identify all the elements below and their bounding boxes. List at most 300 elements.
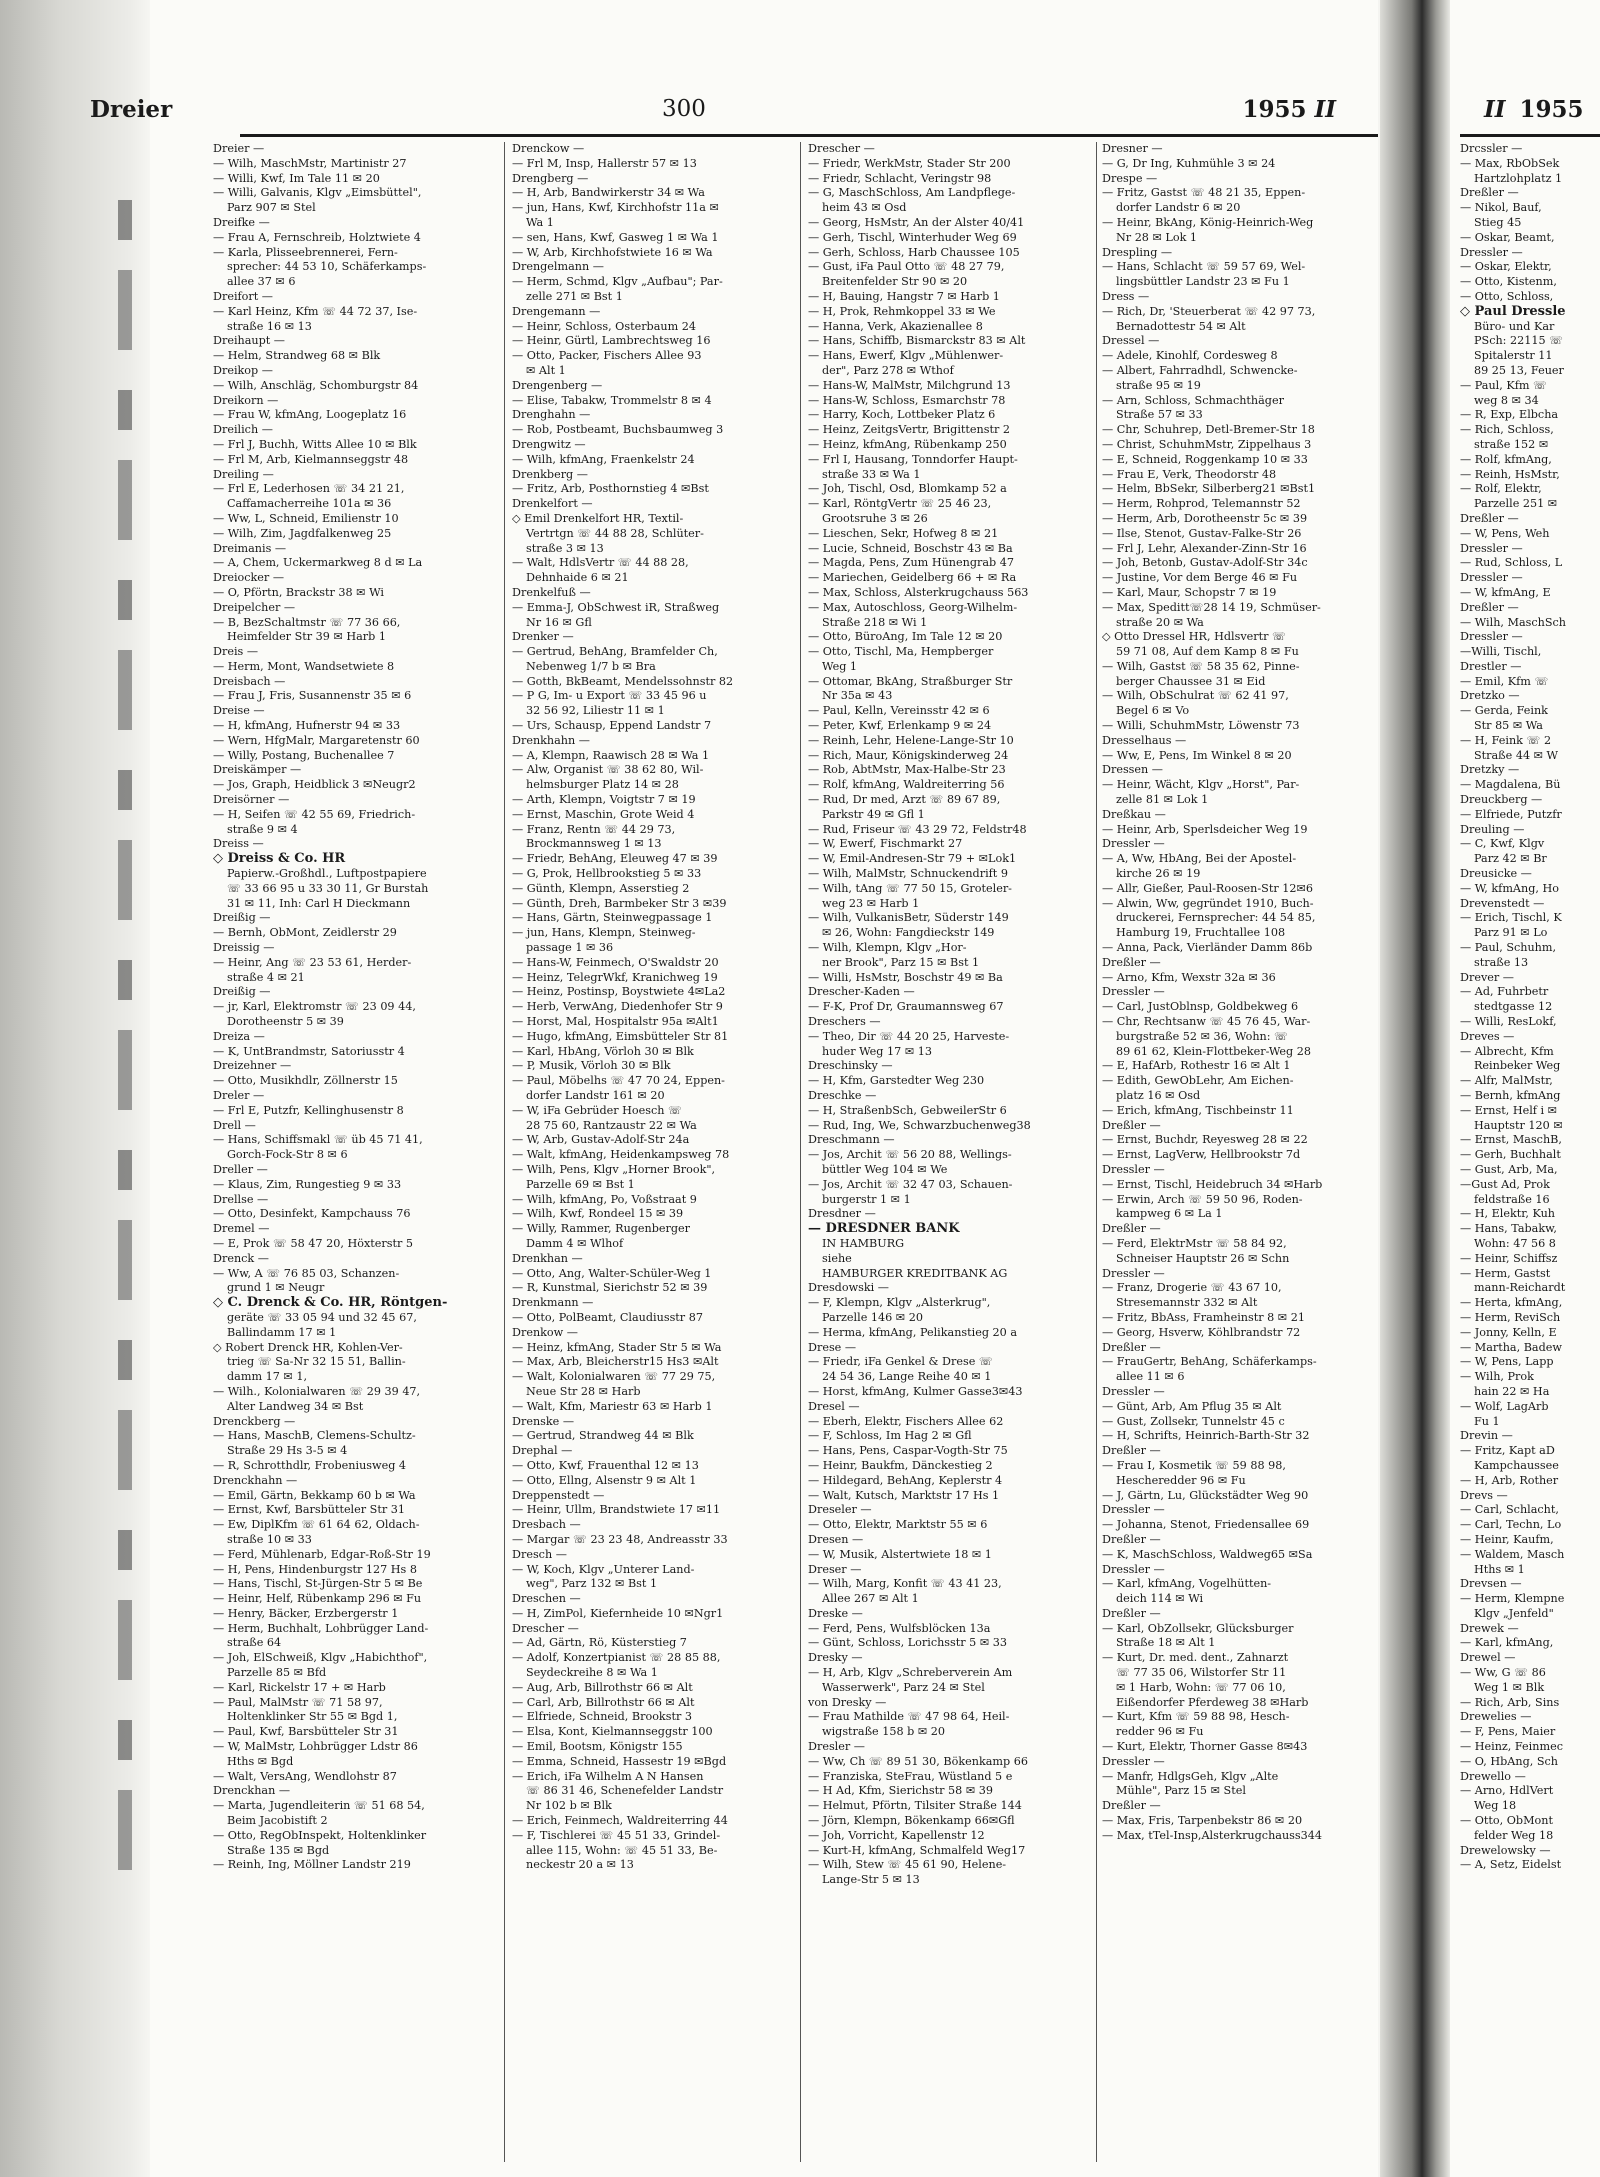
directory-entry: — Hans, Ewerf, Klgv „Mühlenwer- bbox=[808, 349, 1004, 363]
entry-heading: Dremel — bbox=[213, 1222, 270, 1236]
directory-entry: stedtgasse 12 bbox=[1474, 1000, 1553, 1014]
directory-entry: — Frl I, Hausang, Tonndorfer Haupt- bbox=[808, 452, 1018, 466]
entry-heading: Drever — bbox=[1460, 970, 1514, 984]
directory-entry: — Nikol, Bauf, bbox=[1460, 201, 1542, 215]
directory-entry: — Arno, HdlVert bbox=[1460, 1784, 1554, 1798]
entry-heading: Drenckow — bbox=[512, 142, 585, 155]
directory-entry: — Jos, Graph, Heidblick 3 ✉Neugr2 bbox=[213, 778, 416, 792]
directory-entry: kirche 26 ✉ 19 bbox=[1116, 867, 1201, 881]
entry-heading: Dressler — bbox=[1460, 245, 1523, 259]
directory-entry: sprecher: 44 53 10, Schäferkamps- bbox=[227, 260, 427, 274]
directory-entry: — Karl, kfmAng, Vogelhütten- bbox=[1102, 1577, 1272, 1591]
directory-entry: Straße 18 ✉ Alt 1 bbox=[1116, 1636, 1216, 1650]
entry-heading: Dreßler — bbox=[1102, 1444, 1161, 1458]
directory-entry: — Hans, MaschB, Clemens-Schultz- bbox=[213, 1429, 416, 1443]
entry-heading: Dreßler — bbox=[1460, 186, 1519, 200]
entry-heading: Drengelmann — bbox=[512, 260, 604, 274]
directory-entry: — Rich, Maur, Königskinderweg 24 bbox=[808, 748, 1009, 762]
directory-entry: — Rich, Arb, Sins bbox=[1460, 1695, 1560, 1709]
entry-heading: Dresler — bbox=[808, 1740, 865, 1754]
directory-entry: — Willi, SchuhmMstr, Löwenstr 73 bbox=[1102, 719, 1300, 733]
directory-entry: Gorch-Fock-Str 8 ✉ 6 bbox=[227, 1148, 348, 1162]
directory-entry: — Heinr, Baukfm, Dänckestieg 2 bbox=[808, 1458, 993, 1472]
directory-entry: — Gerh, Schloss, Harb Chaussee 105 bbox=[808, 245, 1020, 259]
directory-entry: — F-K, Prof Dr, Graumannsweg 67 bbox=[808, 1000, 1004, 1014]
directory-entry: — Erwin, Arch ☏ 59 50 96, Roden- bbox=[1102, 1192, 1303, 1206]
directory-entry: Lange-Str 5 ✉ 13 bbox=[822, 1873, 920, 1887]
directory-entry: — R, Kunstmal, Sierichstr 52 ✉ 39 bbox=[512, 1281, 708, 1295]
directory-entry: — Max, Speditt☏28 14 19, Schmüser- bbox=[1102, 600, 1321, 614]
directory-entry: — Emma, Schneid, Hassestr 19 ✉Bgd bbox=[512, 1754, 727, 1768]
directory-entry: — Hans, Gärtn, Steinwegpassage 1 bbox=[512, 911, 713, 925]
book-gutter bbox=[1380, 0, 1450, 2177]
directory-entry: allee 115, Wohn: ☏ 45 51 33, Be- bbox=[526, 1843, 718, 1857]
directory-entry: — Max, RbObSek bbox=[1460, 156, 1560, 170]
directory-entry: — Hans, Schlacht ☏ 59 57 69, Wel- bbox=[1102, 260, 1306, 274]
directory-entry: — R, Schrotthdlr, Frobeniusweg 4 bbox=[213, 1458, 407, 1472]
directory-entry: — H, Schrifts, Heinrich-Barth-Str 32 bbox=[1102, 1429, 1310, 1443]
directory-entry: Straße 44 ✉ W bbox=[1474, 748, 1559, 762]
directory-entry: — Wilh, MaschSch bbox=[1460, 615, 1566, 629]
directory-entry: büttler Weg 104 ✉ We bbox=[822, 1162, 948, 1176]
directory-entry: — E, Schneid, Roggenkamp 10 ✉ 33 bbox=[1102, 452, 1308, 466]
directory-entry: hain 22 ✉ Ha bbox=[1474, 1384, 1550, 1398]
directory-entry: — K, UntBrandmstr, Satoriusstr 4 bbox=[213, 1044, 405, 1058]
directory-entry: Hths ✉ Bgd bbox=[227, 1754, 294, 1768]
directory-entry: — Karla, Plisseebrennerei, Fern- bbox=[213, 245, 398, 259]
directory-entry: — Rob, Postbeamt, Buchsbaumweg 3 bbox=[512, 423, 724, 437]
entry-heading: Dreschmann — bbox=[808, 1133, 895, 1147]
entry-heading: Drescher — bbox=[512, 1621, 579, 1635]
directory-entry: feldstraße 16 bbox=[1474, 1192, 1550, 1206]
directory-entry: — Wilh, Gastst ☏ 58 35 62, Pinne- bbox=[1102, 659, 1300, 673]
directory-entry: — W, kfmAng, E bbox=[1460, 585, 1551, 599]
directory-entry: — Erich, kfmAng, Tischbeinstr 11 bbox=[1102, 1103, 1294, 1117]
entry-heading: Drewek — bbox=[1460, 1621, 1519, 1635]
directory-entry: trieg ☏ Sa-Nr 32 15 51, Ballin- bbox=[227, 1355, 406, 1369]
directory-entry: — Frau E, Verk, Theodorstr 48 bbox=[1102, 467, 1277, 481]
directory-entry: — Heinz, TelegrWkf, Kranichweg 19 bbox=[512, 970, 718, 984]
directory-entry: dorfer Landstr 161 ✉ 20 bbox=[526, 1089, 665, 1102]
directory-entry: — W, MalMstr, Lohbrügger Ldstr 86 bbox=[213, 1740, 418, 1754]
directory-entry: — Hans, Tabakw, bbox=[1460, 1222, 1557, 1236]
entry-heading: Dreis — bbox=[213, 645, 259, 659]
facing-header-rule bbox=[1460, 134, 1600, 137]
directory-entry: — Helm, Strandweg 68 ✉ Blk bbox=[213, 349, 381, 363]
directory-entry: — Heinr, Gürtl, Lambrechtsweg 16 bbox=[512, 334, 711, 348]
entry-heading: Drengemann — bbox=[512, 304, 601, 318]
directory-entry: — Wilh, Kwf, Rondeel 15 ✉ 39 bbox=[512, 1207, 684, 1221]
entry-heading: Drevs — bbox=[1460, 1488, 1508, 1502]
directory-entry: heim 43 ✉ Osd bbox=[822, 201, 907, 215]
directory-entry: —Willi, Tischl, bbox=[1460, 645, 1542, 659]
directory-entry: Parzelle 69 ✉ Bst 1 bbox=[526, 1177, 635, 1191]
directory-entry: — G, Prok, Hellbrookstieg 5 ✉ 33 bbox=[512, 867, 702, 881]
header-year-value: 1955 bbox=[1242, 96, 1307, 123]
directory-entry: Parz 42 ✉ Br bbox=[1474, 852, 1547, 866]
directory-entry: — W, Pens, Weh bbox=[1460, 526, 1550, 540]
entry-heading: Drenckhan — bbox=[213, 1784, 291, 1798]
directory-entry: PSch: 22115 ☏ bbox=[1474, 334, 1564, 348]
directory-entry: — Joh, ElSchweiß, Klgv „Habichthof", bbox=[213, 1651, 428, 1665]
entry-heading: Dressler — bbox=[1102, 1266, 1165, 1280]
directory-entry: — Lucie, Schneid, Boschstr 43 ✉ Ba bbox=[808, 541, 1013, 555]
directory-entry: — Carl, Arb, Billrothstr 66 ✉ Alt bbox=[512, 1695, 695, 1709]
directory-entry: — Jos, Archit ☏ 56 20 88, Wellings- bbox=[808, 1148, 1012, 1162]
directory-entry: deich 114 ✉ Wi bbox=[1116, 1592, 1204, 1606]
directory-entry: — Otto, Musikhdlr, Zöllnerstr 15 bbox=[213, 1074, 398, 1088]
entry-heading: Dreßler — bbox=[1102, 1118, 1161, 1132]
directory-entry: — Günt, Schloss, Lorichsstr 5 ✉ 33 bbox=[808, 1636, 1008, 1650]
directory-entry: — Karl, Maur, Schopstr 7 ✉ 19 bbox=[1102, 585, 1277, 599]
directory-entry: straße 16 ✉ 13 bbox=[227, 319, 312, 333]
directory-entry: — Willi, HsMstr, Boschstr 49 ✉ Ba bbox=[808, 970, 1003, 984]
directory-entry: druckerei, Fernsprecher: 44 54 85, bbox=[1116, 911, 1316, 925]
directory-entry: burgerstr 1 ✉ 1 bbox=[822, 1192, 911, 1206]
directory-entry: — Anna, Pack, Vierländer Damm 86b bbox=[1102, 941, 1313, 955]
directory-entry: — Karl, HbAng, Vörloh 30 ✉ Blk bbox=[512, 1044, 694, 1058]
directory-entry: — Magdalena, Bü bbox=[1460, 778, 1561, 792]
directory-entry: siehe bbox=[822, 1251, 852, 1265]
entry-heading: Dressler — bbox=[1102, 837, 1165, 851]
entry-heading: Dreikop — bbox=[213, 363, 273, 377]
entry-heading: Dressler — bbox=[1102, 1162, 1165, 1176]
directory-entry: Alter Landweg 34 ✉ Bst bbox=[227, 1399, 364, 1413]
entry-heading: Dreßler — bbox=[1102, 1606, 1161, 1620]
directory-entry: — G, Dr Ing, Kuhmühle 3 ✉ 24 bbox=[1102, 156, 1276, 170]
entry-heading: Dressler — bbox=[1460, 541, 1523, 555]
directory-entry: ✉ 26, Wohn: Fangdieckstr 149 bbox=[822, 926, 995, 940]
entry-heading: Drenghahn — bbox=[512, 408, 591, 422]
directory-entry: — Max, Fris, Tarpenbekstr 86 ✉ 20 bbox=[1102, 1814, 1303, 1828]
directory-entry: — Karl, RöntgVertr ☏ 25 46 23, bbox=[808, 497, 992, 511]
directory-entry: geräte ☏ 33 05 94 und 32 45 67, bbox=[227, 1310, 417, 1324]
entry-heading: Dressler — bbox=[1102, 1562, 1165, 1576]
directory-entry: — Eberh, Elektr, Fischers Allee 62 bbox=[808, 1414, 1004, 1428]
entry-heading: Dretzky — bbox=[1460, 763, 1520, 777]
directory-entry: — Otto, Packer, Fischers Allee 93 bbox=[512, 349, 702, 363]
directory-entry: — P G, Im- u Export ☏ 33 45 96 u bbox=[512, 689, 707, 703]
directory-entry: — Willy, Postang, Buchenallee 7 bbox=[213, 748, 395, 762]
entry-heading: Dreisörner — bbox=[213, 793, 290, 807]
directory-entry: zelle 81 ✉ Lok 1 bbox=[1116, 793, 1209, 807]
directory-entry: — Paul, Kwf, Barsbütteler Str 31 bbox=[213, 1725, 399, 1739]
directory-entry: — Ernst, Helf i ✉ bbox=[1460, 1103, 1557, 1117]
directory-entry: — Walt, VersAng, Wendlohstr 87 bbox=[213, 1769, 397, 1783]
directory-entry: — Carl, JustOblnsp, Goldbekweg 6 bbox=[1102, 1000, 1299, 1014]
directory-entry: — Herm, Gastst bbox=[1460, 1266, 1551, 1280]
entry-heading: Dresch — bbox=[512, 1547, 567, 1561]
entry-heading: Dreikorn — bbox=[213, 393, 279, 407]
directory-entry: Straße 57 ✉ 33 bbox=[1116, 408, 1203, 422]
directory-entry: — Albert, Fahrradhdl, Schwencke- bbox=[1102, 363, 1298, 377]
directory-entry: — F, Schloss, Im Hag 2 ✉ Gfl bbox=[808, 1429, 972, 1443]
directory-entry: weg 8 ✉ 34 bbox=[1474, 393, 1539, 407]
directory-entry: Klgv „Jenfeld" bbox=[1474, 1606, 1554, 1620]
directory-entry: — H, StraßenbSch, GebweilerStr 6 bbox=[808, 1103, 1007, 1117]
directory-entry: Wa 1 bbox=[526, 215, 554, 229]
directory-entry: — Chr, Schuhrep, Detl-Bremer-Str 18 bbox=[1102, 423, 1315, 437]
directory-entry: Weg 1 ✉ Blk bbox=[1474, 1680, 1545, 1694]
entry-heading: Drenkelfuß — bbox=[512, 585, 591, 599]
entry-heading: Drenkhahn — bbox=[512, 733, 590, 747]
directory-entry: — Arno, Kfm, Wexstr 32a ✉ 36 bbox=[1102, 970, 1276, 984]
directory-entry: — DRESDNER BANK bbox=[808, 1222, 960, 1237]
directory-entry: Nr 102 b ✉ Blk bbox=[526, 1799, 612, 1813]
entry-heading: Dreise — bbox=[213, 704, 265, 718]
directory-entry: dorfer Landstr 6 ✉ 20 bbox=[1116, 201, 1241, 215]
entry-heading: Dresselhaus — bbox=[1102, 733, 1187, 747]
directory-entry: — Manfr, HdlgsGeh, Klgv „Alte bbox=[1102, 1769, 1279, 1783]
directory-entry: 89 25 13, Feuer bbox=[1474, 363, 1564, 377]
directory-entry: felder Weg 18 bbox=[1474, 1828, 1554, 1842]
directory-entry: — Horst, Mal, Hospitalstr 95a ✉Alt1 bbox=[512, 1015, 719, 1029]
facing-page-strip bbox=[1450, 0, 1600, 2177]
directory-entry: — H, Prok, Rehmkoppel 33 ✉ We bbox=[808, 304, 996, 318]
directory-entry: straße 9 ✉ 4 bbox=[227, 822, 298, 836]
directory-entry: Reinbeker Weg bbox=[1474, 1059, 1561, 1073]
directory-entry: — H, Feink ☏ 2 bbox=[1460, 733, 1552, 747]
directory-entry: — Wilh, kfmAng, Po, Voßstraat 9 bbox=[512, 1192, 697, 1206]
directory-entry: — Willy, Rammer, Rugenberger bbox=[512, 1222, 691, 1236]
directory-entry: — Rud, Ing, We, Schwarzbuchenweg38 bbox=[808, 1118, 1031, 1132]
directory-entry: — Ww, Ch ☏ 89 51 30, Bökenkamp 66 bbox=[808, 1754, 1028, 1768]
entry-heading: Dreiss — bbox=[213, 837, 264, 851]
entry-heading: Dreske — bbox=[808, 1606, 863, 1620]
directory-entry: Hths ✉ 1 bbox=[1474, 1562, 1525, 1576]
directory-entry: — Erich, Tischl, K bbox=[1460, 911, 1562, 925]
directory-entry: — Paul, MalMstr ☏ 71 58 97, bbox=[213, 1695, 383, 1709]
directory-entry: Parz 91 ✉ Lo bbox=[1474, 926, 1548, 940]
directory-entry: — Ww, A ☏ 76 85 03, Schanzen- bbox=[213, 1266, 400, 1280]
directory-entry: — Willi, ResLokf, bbox=[1460, 1015, 1557, 1029]
directory-entry: — A, Setz, Eidelst bbox=[1460, 1858, 1562, 1872]
directory-entry: — Oskar, Beamt, bbox=[1460, 230, 1555, 244]
entry-heading: Drenske — bbox=[512, 1414, 575, 1428]
directory-entry: — Wilh, VulkanisBetr, Süderstr 149 bbox=[808, 911, 1009, 925]
directory-entry: — Marta, Jugendleiterin ☏ 51 68 54, bbox=[213, 1799, 425, 1813]
entry-heading: Dreihaupt — bbox=[213, 334, 285, 348]
entry-heading: Dreßler — bbox=[1460, 600, 1519, 614]
directory-entry: — Albrecht, Kfm bbox=[1460, 1044, 1554, 1058]
entry-heading: Dreßler — bbox=[1102, 1340, 1161, 1354]
directory-entry: — Ernst, Maschin, Grote Weid 4 bbox=[512, 807, 695, 821]
directory-entry: Stieg 45 bbox=[1474, 215, 1522, 229]
entry-heading: Dreier — bbox=[213, 142, 265, 155]
directory-entry: — Hans-W, MalMstr, Milchgrund 13 bbox=[808, 378, 1011, 392]
directory-entry: — Willi, Galvanis, Klgv „Eimsbüttel", bbox=[213, 186, 422, 200]
directory-entry: — Ernst, Tischl, Heidebruch 34 ✉Harb bbox=[1102, 1177, 1323, 1191]
directory-entry: Beim Jacobistift 2 bbox=[227, 1814, 328, 1828]
entry-heading: Dreßler — bbox=[1102, 1799, 1161, 1813]
directory-entry: — Otto, Desinfekt, Kampchauss 76 bbox=[213, 1207, 411, 1221]
left-page-edge bbox=[0, 0, 150, 2177]
directory-entry: straße 152 ✉ bbox=[1474, 437, 1549, 451]
directory-entry: — Frl J, Lehr, Alexander-Zinn-Str 16 bbox=[1102, 541, 1307, 555]
directory-entry: straße 95 ✉ 19 bbox=[1116, 378, 1201, 392]
entry-heading: Drestler — bbox=[1460, 659, 1522, 673]
directory-entry: — Karl, kfmAng, bbox=[1460, 1636, 1554, 1650]
directory-entry: — Rob, AbtMstr, Max-Halbe-Str 23 bbox=[808, 763, 1006, 777]
facing-volume: II bbox=[1484, 96, 1506, 123]
entry-heading: Dreßler — bbox=[1102, 1222, 1161, 1236]
directory-entry: — Joh, Betonb, Gustav-Adolf-Str 34c bbox=[1102, 556, 1308, 570]
directory-entry: — Heinr, Helf, Rübenkamp 296 ✉ Fu bbox=[213, 1592, 422, 1606]
directory-entry: — F, Pens, Maier bbox=[1460, 1725, 1556, 1739]
directory-entry: — Ernst, Buchdr, Reyesweg 28 ✉ 22 bbox=[1102, 1133, 1308, 1147]
entry-heading: Dressler — bbox=[1102, 1754, 1165, 1768]
entry-heading: Dreißig — bbox=[213, 911, 271, 925]
directory-entry: — Joh, Vorricht, Kapellenstr 12 bbox=[808, 1828, 985, 1842]
directory-entry: — Kurt, Kfm ☏ 59 88 98, Hesch- bbox=[1102, 1710, 1290, 1724]
entry-heading: Drevsen — bbox=[1460, 1577, 1522, 1591]
directory-entry: Wasserwerk", Parz 24 ✉ Stel bbox=[822, 1680, 985, 1694]
directory-entry: — sen, Hans, Kwf, Gasweg 1 ✉ Wa 1 bbox=[512, 230, 719, 244]
directory-entry: — Emil, Kfm ☏ bbox=[1460, 674, 1549, 688]
directory-entry: — Ernst, LagVerw, Hellbrookstr 7d bbox=[1102, 1148, 1301, 1162]
entry-heading: Dreller — bbox=[213, 1162, 268, 1176]
directory-entry: — Adele, Kinohlf, Cordesweg 8 bbox=[1102, 349, 1278, 363]
directory-entry: — Heinr, Wächt, Klgv „Horst", Par- bbox=[1102, 778, 1300, 792]
directory-entry: Breitenfelder Str 90 ✉ 20 bbox=[822, 275, 968, 289]
entry-heading: Dreimanis — bbox=[213, 541, 287, 555]
directory-entry: — Otto, Ang, Walter-Schüler-Weg 1 bbox=[512, 1266, 712, 1280]
directory-entry: 59 71 08, Auf dem Kamp 8 ✉ Fu bbox=[1116, 645, 1299, 659]
directory-entry: — Heinz, Postinsp, Boystwiete 4✉La2 bbox=[512, 985, 726, 999]
directory-entry: — Herma, kfmAng, Pelikanstieg 20 a bbox=[808, 1325, 1018, 1339]
directory-entry: — Martha, Badew bbox=[1460, 1340, 1562, 1354]
entry-heading: Dreseler — bbox=[808, 1503, 872, 1517]
entry-heading: Drellse — bbox=[213, 1192, 269, 1206]
facing-year: 1955 bbox=[1519, 96, 1584, 123]
entry-heading: Dreßkau — bbox=[1102, 807, 1166, 821]
directory-entry: — Paul, Kelln, Vereinsstr 42 ✉ 6 bbox=[808, 704, 990, 718]
entry-heading: Drescher-Kaden — bbox=[808, 985, 915, 999]
directory-entry: — Ilse, Stenot, Gustav-Falke-Str 26 bbox=[1102, 526, 1302, 540]
entry-heading: Dreser — bbox=[808, 1562, 862, 1576]
directory-entry: straße 64 bbox=[227, 1636, 282, 1650]
directory-entry: — Max, Arb, Bleicherstr15 Hs3 ✉Alt bbox=[512, 1355, 719, 1369]
directory-entry: — Helmut, Pförtn, Tilsiter Straße 144 bbox=[808, 1799, 1022, 1813]
directory-entry: — H, Elektr, Kuh bbox=[1460, 1207, 1556, 1221]
directory-entry: — Adolf, Konzertpianist ☏ 28 85 88, bbox=[512, 1651, 721, 1665]
directory-entry: neckestr 20 a ✉ 13 bbox=[526, 1858, 634, 1872]
directory-entry: — A, Klempn, Raawisch 28 ✉ Wa 1 bbox=[512, 748, 710, 762]
directory-entry: — Max, Autoschloss, Georg-Wilhelm- bbox=[808, 600, 1018, 614]
directory-entry: — Edith, GewObLehr, Am Eichen- bbox=[1102, 1074, 1294, 1088]
directory-entry: — G, MaschSchloss, Am Landpflege- bbox=[808, 186, 1016, 200]
directory-entry: — Wilh, Marg, Konfit ☏ 43 41 23, bbox=[808, 1577, 1002, 1591]
directory-entry: — C, Kwf, Klgv bbox=[1460, 837, 1545, 851]
entry-heading: Dreiza — bbox=[213, 1029, 265, 1043]
facing-column bbox=[1460, 142, 1600, 2172]
directory-entry: — Alw, Organist ☏ 38 62 80, Wil- bbox=[512, 763, 704, 777]
directory-entry: — Otto, BüroAng, Im Tale 12 ✉ 20 bbox=[808, 630, 1003, 644]
directory-entry: burgstraße 52 ✉ 36, Wohn: ☏ bbox=[1116, 1029, 1289, 1043]
entry-heading: Drell — bbox=[213, 1118, 256, 1132]
directory-entry: — Herm, Schmd, Klgv „Aufbau"; Par- bbox=[512, 275, 723, 289]
directory-entry: — Rud, Schloss, L bbox=[1460, 556, 1563, 570]
directory-entry: — Henry, Bäcker, Erzbergerstr 1 bbox=[213, 1606, 399, 1620]
entry-heading: Dreschinsky — bbox=[808, 1059, 893, 1073]
directory-entry: — Ferd, Mühlenarb, Edgar-Roß-Str 19 bbox=[213, 1547, 431, 1561]
directory-entry: — Frau W, kfmAng, Loogeplatz 16 bbox=[213, 408, 407, 422]
directory-entry: — W, Pens, Lapp bbox=[1460, 1355, 1554, 1369]
directory-entry: — Rolf, Elektr, bbox=[1460, 482, 1542, 496]
directory-entry: — Theo, Dir ☏ 44 20 25, Harveste- bbox=[808, 1029, 1010, 1043]
directory-entry: — W, Ewerf, Fischmarkt 27 bbox=[808, 837, 963, 851]
directory-entry: — W, kfmAng, Ho bbox=[1460, 881, 1559, 895]
directory-entry: grund 1 ✉ Neugr bbox=[227, 1281, 325, 1295]
directory-entry: Nebenweg 1/7 b ✉ Bra bbox=[526, 659, 656, 673]
directory-entry: lingsbüttler Landstr 23 ✉ Fu 1 bbox=[1116, 275, 1290, 289]
directory-entry: — W, Emil-Andresen-Str 79 + ✉Lok1 bbox=[808, 852, 1017, 866]
directory-entry: — R, Exp, Elbcha bbox=[1460, 408, 1559, 422]
directory-entry: — Wilh, tAng ☏ 77 50 15, Groteler- bbox=[808, 881, 1012, 895]
header-volume: II bbox=[1314, 96, 1336, 123]
directory-entry: allee 37 ✉ 6 bbox=[227, 275, 296, 289]
directory-entry: — Wilh, Zim, Jagdfalkenweg 25 bbox=[213, 526, 392, 540]
header-keyword: Dreier bbox=[90, 96, 173, 123]
directory-entry: — H, Kfm, Garstedter Weg 230 bbox=[808, 1074, 985, 1088]
directory-entry: — Peter, Kwf, Erlenkamp 9 ✉ 24 bbox=[808, 719, 992, 733]
directory-entry: — Rud, Friseur ☏ 43 29 72, Feldstr48 bbox=[808, 822, 1027, 836]
directory-entry: berger Chaussee 31 ✉ Eid bbox=[1116, 674, 1266, 688]
directory-entry: — Ad, Gärtn, Rö, Küsterstieg 7 bbox=[512, 1636, 687, 1650]
directory-entry: — Frau J, Fris, Susannenstr 35 ✉ 6 bbox=[213, 689, 412, 703]
entry-heading: Drewelowsky — bbox=[1460, 1843, 1551, 1857]
directory-entry: Brockmannsweg 1 ✉ 13 bbox=[526, 837, 662, 851]
directory-entry: — Reinh, HsMstr, bbox=[1460, 467, 1560, 481]
entry-heading: Drescher — bbox=[808, 142, 875, 155]
entry-heading: Dreßler — bbox=[1102, 955, 1161, 969]
directory-entry: — Wilh, kfmAng, Fraenkelstr 24 bbox=[512, 452, 695, 466]
directory-entry: — Wilh, Stew ☏ 45 61 90, Helene- bbox=[808, 1858, 1007, 1872]
directory-entry: — FrauGertr, BehAng, Schäferkamps- bbox=[1102, 1355, 1317, 1369]
column-2 bbox=[512, 142, 752, 2172]
directory-entry: — H, Seifen ☏ 42 55 69, Friedrich- bbox=[213, 807, 416, 821]
directory-entry: — A, Chem, Uckermarkweg 8 d ✉ La bbox=[213, 556, 423, 570]
entry-heading: Dresen — bbox=[808, 1532, 864, 1546]
directory-entry: — Elise, Tabakw, Trommelstr 8 ✉ 4 bbox=[512, 393, 712, 407]
entry-heading: Dresky — bbox=[808, 1651, 863, 1665]
directory-entry: — Frau A, Fernschreib, Holztwiete 4 bbox=[213, 230, 421, 244]
entry-heading: Dreler — bbox=[213, 1089, 265, 1102]
directory-entry: — Walt, kfmAng, Heidenkampsweg 78 bbox=[512, 1148, 730, 1162]
directory-entry: — Ew, DiplKfm ☏ 61 64 62, Oldach- bbox=[213, 1518, 420, 1532]
directory-entry: — Ww, G ☏ 86 bbox=[1460, 1666, 1546, 1680]
directory-entry: — H, Arb, Rother bbox=[1460, 1473, 1559, 1487]
directory-entry: — Urs, Schausp, Eppend Landstr 7 bbox=[512, 719, 712, 733]
directory-entry: ◇ Robert Drenck HR, Kohlen-Ver- bbox=[213, 1340, 403, 1354]
entry-heading: Dreschke — bbox=[808, 1089, 877, 1102]
directory-entry: — Reinh, Lehr, Helene-Lange-Str 10 bbox=[808, 733, 1014, 747]
directory-entry: der", Parz 278 ✉ Wthof bbox=[822, 363, 954, 377]
entry-heading: Dresner — bbox=[1102, 142, 1163, 155]
directory-entry: — P, Musik, Vörloh 30 ✉ Blk bbox=[512, 1059, 671, 1073]
directory-entry: — Wolf, LagArb bbox=[1460, 1399, 1549, 1413]
directory-entry: — Friedr, BehAng, Eleuweg 47 ✉ 39 bbox=[512, 852, 718, 866]
directory-entry: Parzelle 251 ✉ bbox=[1474, 497, 1558, 511]
facing-page-header bbox=[1484, 96, 1584, 123]
directory-entry: ◇ Emil Drenkelfort HR, Textil- bbox=[512, 511, 684, 525]
entry-heading: Drese — bbox=[808, 1340, 857, 1354]
directory-entry: — Gertrud, BehAng, Bramfelder Ch, bbox=[512, 645, 718, 659]
directory-entry: — Oskar, Elektr, bbox=[1460, 260, 1552, 274]
directory-entry: — H, ZimPol, Kiefernheide 10 ✉Ngr1 bbox=[512, 1606, 724, 1620]
entry-heading: Dreusicke — bbox=[1460, 867, 1532, 881]
directory-entry: — H, Pens, Hindenburgstr 127 Hs 8 bbox=[213, 1562, 417, 1576]
